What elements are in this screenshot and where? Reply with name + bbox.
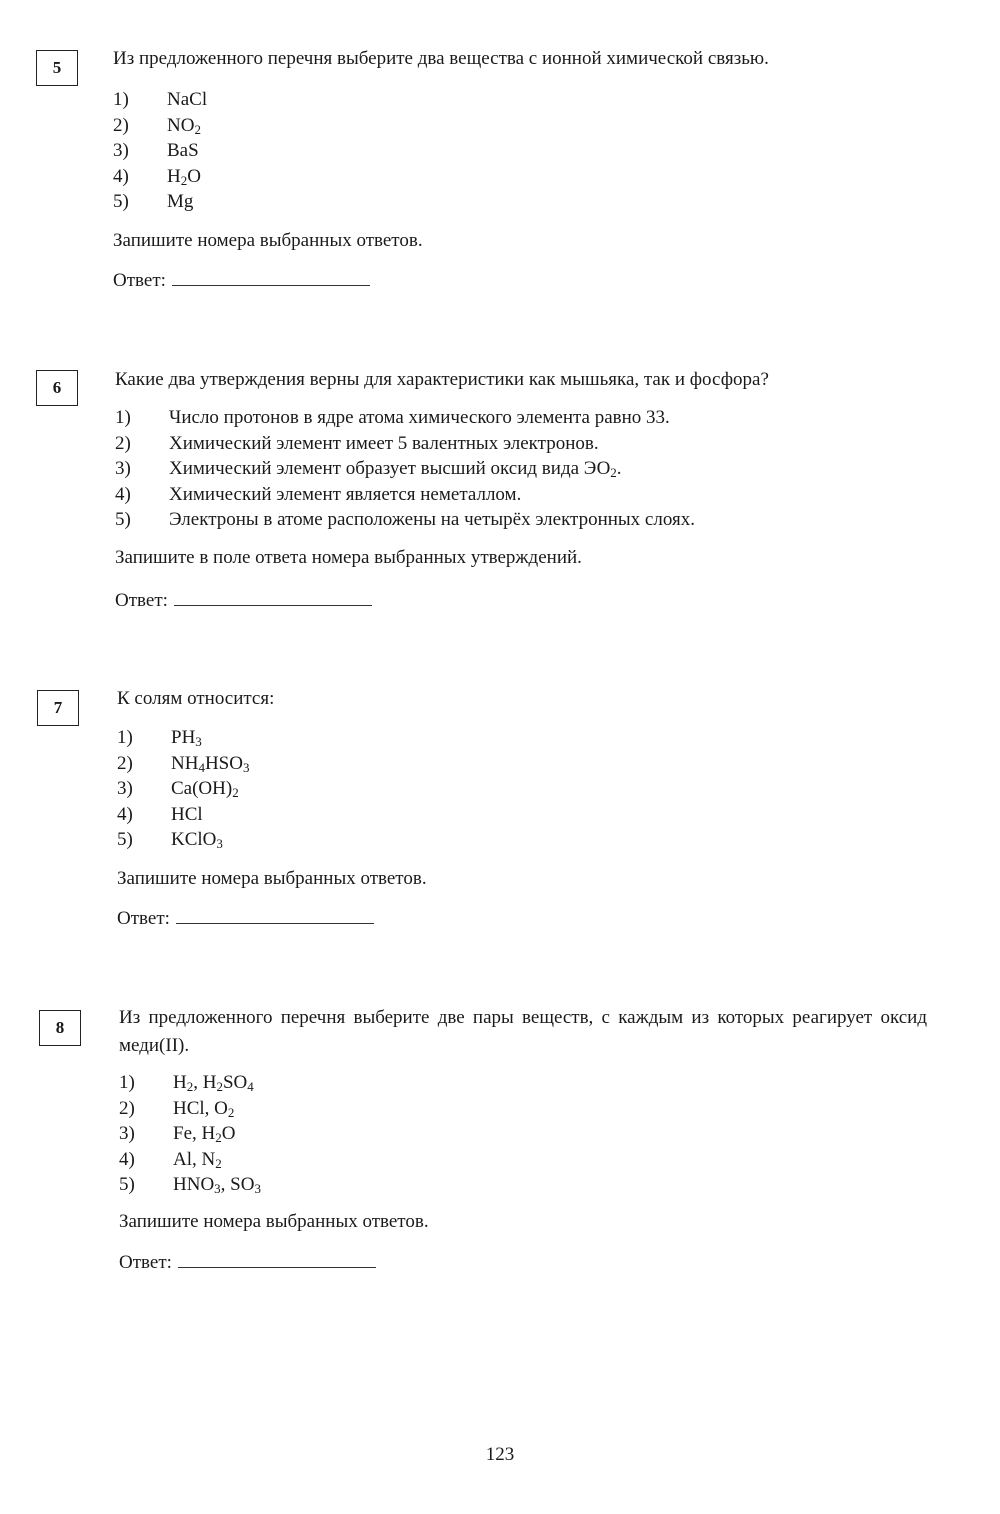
option-text: Химический элемент является неметаллом.: [169, 483, 522, 505]
option-item: [115, 456, 695, 482]
question-text: Из предложенного перечня выберите две пары веществ, с каждым из которых реагирует оксид меди(II).: [119, 1007, 927, 1056]
answer-label: Ответ:: [119, 1252, 172, 1273]
answer-field[interactable]: [117, 905, 374, 932]
option-number: 5): [119, 1174, 135, 1195]
answer-line[interactable]: [176, 905, 374, 924]
instruction-text: Запишите номера выбранных ответов.: [113, 230, 423, 251]
option-item: [113, 189, 207, 215]
question-text: Из предложенного перечня выберите два вещества с ионной химической связью.: [113, 48, 769, 69]
answer-label: Ответ:: [117, 908, 170, 929]
option-item: [117, 802, 249, 828]
option-text: $NO_2$: [167, 114, 201, 137]
option-number: 4): [117, 803, 133, 825]
instruction-text: Запишите номера выбранных ответов.: [119, 1211, 429, 1232]
option-number: 3): [119, 1123, 135, 1144]
option-number: 2): [113, 114, 129, 136]
option-item: [117, 827, 249, 853]
option-number: 3): [117, 778, 133, 799]
option-item: [117, 751, 249, 777]
option-item: [119, 1172, 261, 1198]
option-text: HCl: [171, 803, 203, 825]
option-text: Fe, $H_2O$: [173, 1123, 236, 1145]
option-number: 4): [113, 165, 129, 187]
option-number: 3): [113, 140, 129, 161]
option-text: $NH_4HSO_3$: [171, 752, 250, 775]
instruction-text: Запишите номера выбранных ответов.: [117, 868, 427, 889]
option-number: 4): [115, 483, 131, 505]
task-number-box: 5: [36, 50, 78, 86]
options-list: [115, 405, 695, 533]
task-number-box: 6: [36, 370, 78, 406]
option-text: $H_2$, $H_2SO_4$: [173, 1072, 254, 1094]
option-number: 1): [115, 407, 131, 428]
option-number: 2): [119, 1097, 135, 1119]
option-number: 3): [115, 458, 131, 479]
option-number: 1): [117, 727, 133, 748]
option-item: [117, 776, 249, 802]
options-list: [119, 1070, 261, 1198]
option-text: KClO$_3$: [171, 829, 223, 851]
option-item: [115, 405, 695, 431]
option-number: 1): [113, 89, 129, 110]
option-item: [119, 1147, 261, 1173]
option-number: 5): [117, 829, 133, 850]
option-text: $HNO_3$, $SO_3$: [173, 1174, 261, 1196]
option-text: $Ca(OH)_2$: [171, 778, 239, 800]
option-item: [113, 164, 207, 190]
option-text: $PH_3$: [171, 727, 202, 749]
option-text: Число протонов в ядре атома химического элемента равно 33.: [169, 407, 670, 428]
option-number: 1): [119, 1072, 135, 1093]
answer-label: Ответ:: [115, 590, 168, 611]
task-number-box: 8: [39, 1010, 81, 1046]
answer-field[interactable]: [119, 1249, 376, 1276]
option-item: [115, 482, 695, 508]
option-number: 2): [117, 752, 133, 774]
option-number: 2): [115, 432, 131, 454]
option-text: Mg: [167, 191, 194, 212]
instruction-text: Запишите в поле ответа номера выбранных утверждений.: [115, 547, 582, 568]
option-item: [119, 1070, 261, 1096]
option-item: [115, 431, 695, 457]
option-number: 4): [119, 1148, 135, 1170]
answer-field[interactable]: [115, 587, 372, 614]
option-text: BaS: [167, 140, 199, 161]
option-number: 5): [113, 191, 129, 212]
option-text: Al, $N_2$: [173, 1148, 222, 1171]
option-item: [117, 725, 249, 751]
answer-label: Ответ:: [113, 270, 166, 291]
answer-field[interactable]: [113, 267, 370, 294]
question-text: Какие два утверждения верны для характеристики как мышьяка, так и фосфора?: [115, 369, 769, 390]
option-text: Электроны в атоме расположены на четырёх электронных слоях.: [169, 509, 695, 530]
option-text: HCl, $O_2$: [173, 1097, 235, 1120]
option-text: Химический элемент образует высший оксид вида $ЭО_2$.: [169, 458, 622, 480]
page-number: 123: [485, 1444, 515, 1465]
option-text: Химический элемент имеет 5 валентных электронов.: [169, 432, 599, 454]
options-list: [113, 87, 207, 215]
option-item: [113, 138, 207, 164]
options-list: [117, 725, 249, 853]
task-number-box: 7: [37, 690, 79, 726]
option-item: [115, 507, 695, 533]
answer-line[interactable]: [172, 267, 370, 286]
option-item: [119, 1121, 261, 1147]
question-text: К солям относится:: [117, 688, 275, 709]
option-item: [113, 87, 207, 113]
answer-line[interactable]: [178, 1249, 376, 1268]
option-text: $H_2O$: [167, 165, 201, 188]
option-text: NaCl: [167, 89, 208, 110]
option-item: [113, 113, 207, 139]
option-item: [119, 1096, 261, 1122]
answer-line[interactable]: [174, 587, 372, 606]
option-number: 5): [115, 509, 131, 530]
